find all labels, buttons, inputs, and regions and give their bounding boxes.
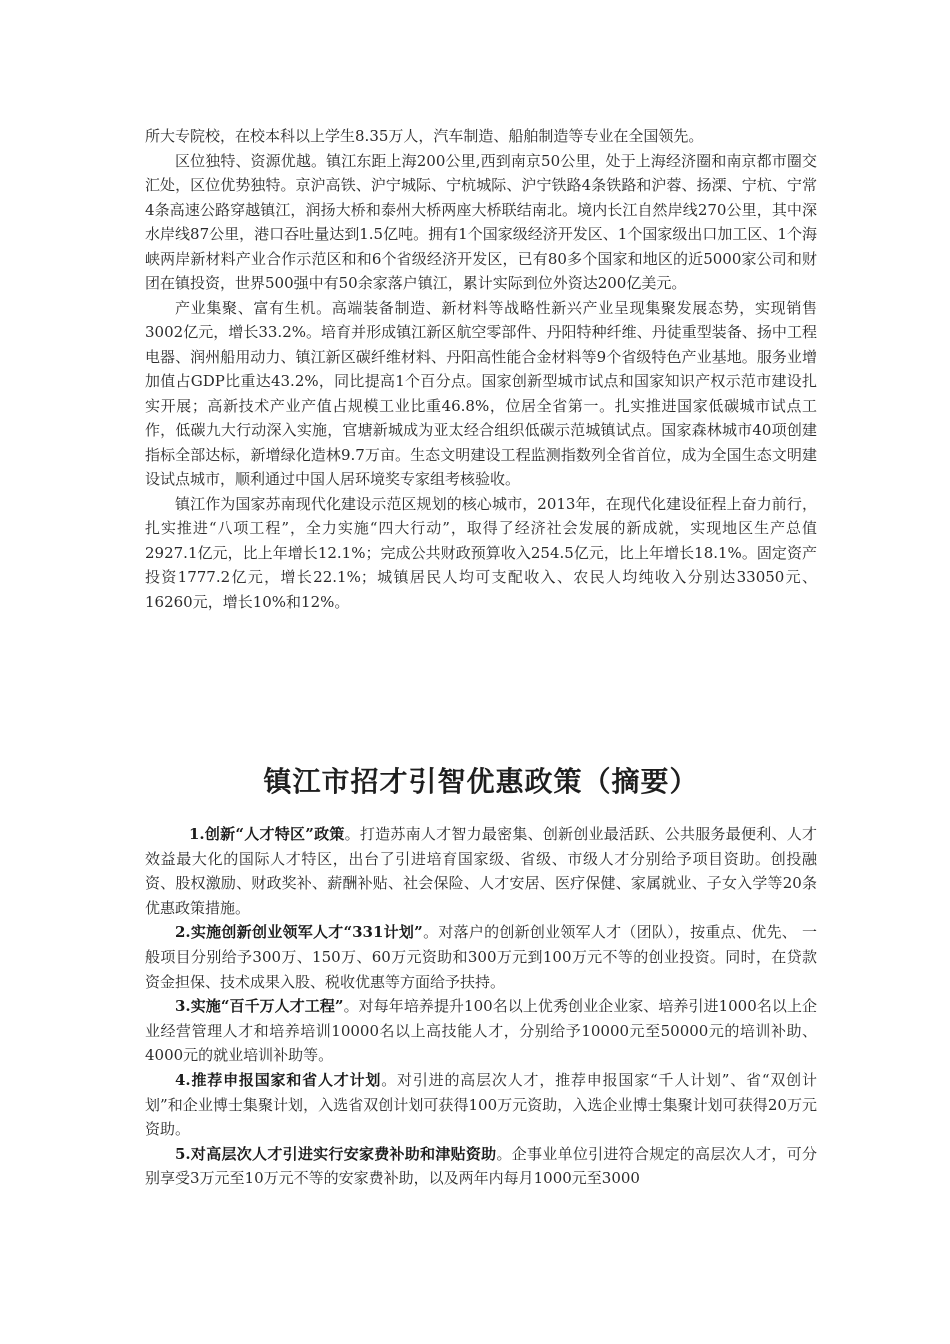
policy-item xyxy=(145,822,817,920)
policy-body: 。对落户的创新创业领军人才（团队），按重点、优先、 一般项目分别给予300万、150万、60万元资助和300万元到100万元不等的创业投资。同时，在贷款资金担保、技术成果入股、税收优惠等方面给予扶持。 xyxy=(145,923,817,991)
policy-list xyxy=(145,822,817,1191)
section-title: 镇江市招才引智优惠政策（摘要） xyxy=(263,765,699,798)
intro-section xyxy=(145,124,817,614)
policy-item xyxy=(145,994,817,1068)
policy-body: 。企事业单位引进符合规定的高层次人才，可分别享受3万元至10万元不等的安家费补助，以及两年内每月1000元至3000 xyxy=(145,1144,817,1188)
policy-body: 。对引进的高层次人才，推荐申报国家“千人计划”、省“双创计划”和企业博士集聚计划，入选省双创计划可获得100万元资助，入选企业博士集聚计划可获得20万元资助。 xyxy=(145,1070,817,1139)
policy-item xyxy=(145,1142,817,1191)
policy-heading: 5.对高层次人才引进实行安家费补助和津贴资助 xyxy=(175,1144,497,1163)
policy-body: 。对每年培养提升100名以上优秀创业企业家、培养引进1000名以上企业经营管理人才和培养培训10000名以上高技能人才，分别给予10000元至50000元的培训补助、4000元的就业培训补助等。 xyxy=(145,997,817,1065)
policy-heading: 3.实施“百千万人才工程” xyxy=(175,997,344,1016)
policy-heading: 1.创新“人才特区”政策 xyxy=(189,825,345,843)
policy-heading: 4.推荐申报国家和省人才计划 xyxy=(175,1070,382,1089)
policy-item xyxy=(145,920,817,994)
intro-paragraph-continuation: 所大专院校，在校本科以上学生8.35万人，汽车制造、船舶制造等专业在全国领先。 xyxy=(145,127,704,145)
intro-paragraph-industry: 产业集聚、富有生机。高端装备制造、新材料等战略性新兴产业呈现集聚发展态势，实现销售3002亿元，增长33.2%。培育并形成镇江新区航空零部件、丹阳特种纤维、丹徒重型装备、扬中工程电器、润州船用动力、镇江新区碳纤维材料、丹阳高性能合金材料等9个省级特色产业基地。服务业增加值占GDP比重达43.2%，同比提高1个百分点。国家创新型城市试点和国家知识产权示范市建设扎实开展；高新技术产业产值占规模工业比重46.8%，位居全省第一。扎实推进国家低碳城市试点工作，低碳九大行动深入实施，官塘新城成为亚太经合组织低碳示范城镇试点。国家森林城市40项创建指标全部达标，新增绿化造林9.7万亩。生态文明建设工程监测指数列全省首位，成为全国生态文明建设试点城市，顺利通过中国人居环境奖专家组考核验收。 xyxy=(145,298,817,488)
intro-paragraph-location: 区位独特、资源优越。镇江东距上海200公里,西到南京50公里，处于上海经济圈和南京都市圈交汇处，区位优势独特。京沪高铁、沪宁城际、宁杭城际、沪宁铁路4条铁路和沪蓉、扬溧、宁杭、宁常4条高速公路穿越镇江，润扬大桥和泰州大桥两座大桥联结南北。境内长江自然岸线270公里，其中深水岸线87公里，港口吞吐量达到1.5亿吨。拥有1个国家级经济开发区、1个国家级出口加工区、1个海峡两岸新材料产业合作示范区和和6个省级经济开发区，已有80多个国家和地区的近5000家公司和财团在镇投资，世界500强中有50余家落户镇江，累计实际到位外资达200亿美元。 xyxy=(145,151,817,292)
intro-paragraph-economy: 镇江作为国家苏南现代化建设示范区规划的核心城市，2013年，在现代化建设征程上奋力前行，扎实推进“八项工程”，全力实施“四大行动”，取得了经济社会发展的新成就，实现地区生产总值2927.1亿元，比上年增长12.1%；完成公共财政预算收入254.5亿元，比上年增长18.1%。固定资产投资1777.2亿元，增长22.1%；城镇居民人均可支配收入、农民人均纯收入分别达33050元、16260元，增长10%和12%。 xyxy=(145,494,817,611)
policy-item xyxy=(145,1068,817,1142)
policy-heading: 2.实施创新创业领军人才“331计划” xyxy=(175,923,423,942)
policy-body: 。打造苏南人才智力最密集、创新创业最活跃、公共服务最便利、人才效益最大化的国际人才特区，出台了引进培育国家级、省级、市级人才分别给予项目资助。创投融资、股权激励、财政奖补、薪酬补贴、社会保险、人才安居、医疗保健、家属就业、子女入学等20条优惠政策措施。 xyxy=(145,825,817,917)
